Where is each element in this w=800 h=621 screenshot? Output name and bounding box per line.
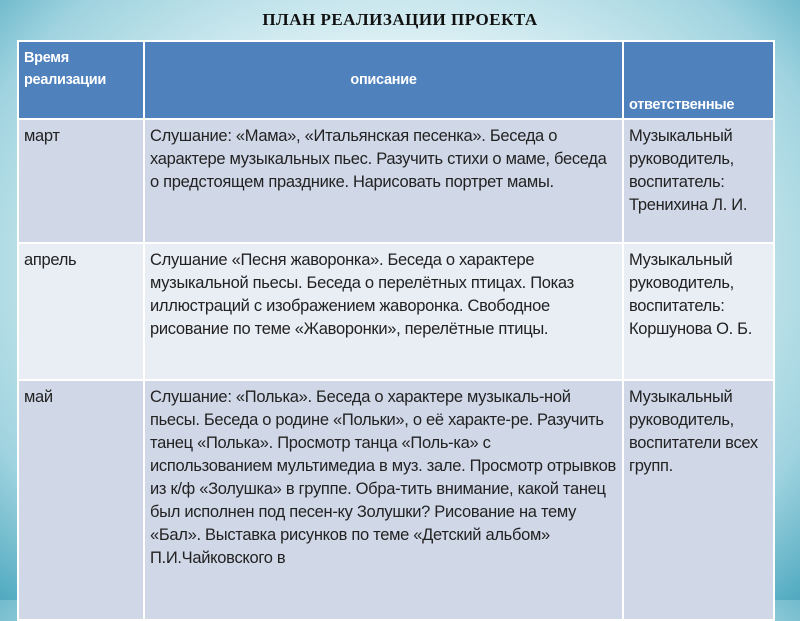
- header-row: [18, 41, 774, 119]
- cell-description: Слушание: «Полька». Беседа о характере музыкаль-ной пьесы. Беседа о родине «Польки», о её характе-ре. Разучить танец «Полька». Просмотр танца «Поль-ка» с использованием мультимедиа в муз. зале. Просмотр отрывков из к/ф «Золушка» в группе. Обра-тить внимание, какой танец был исполнен под песен-ку Золушки? Рисование на тему «Бал». Выставка рисунков по теме «Детский альбом» П.И.Чайковского в: [144, 380, 623, 620]
- cell-description: Слушание: «Мама», «Итальянская песенка». Беседа о характере музыкальных пьес. Разучить стихи о маме, беседа о предстоящем празднике. Нарисовать портрет мамы.: [144, 119, 623, 243]
- cell-responsible: Музыкальный руководитель, воспитатель: Коршунова О. Б.: [623, 243, 774, 380]
- table-row: [18, 380, 774, 620]
- header-responsible: ответственные: [623, 41, 774, 119]
- cell-responsible: Музыкальный руководитель, воспитатели всех групп.: [623, 380, 774, 620]
- cell-time: май: [18, 380, 144, 620]
- table-row: [18, 119, 774, 243]
- cell-description: Слушание «Песня жаворонка». Беседа о характере музыкальной пьесы. Беседа о перелётных птицах. Показ иллюстраций с изображением жаворонка. Свободное рисование по теме «Жаворонки», перелётные птицы.: [144, 243, 623, 380]
- header-description: описание: [144, 41, 623, 119]
- header-time: Время реализации: [18, 41, 144, 119]
- project-plan-table: [17, 40, 775, 621]
- cell-time: март: [18, 119, 144, 243]
- cell-time: апрель: [18, 243, 144, 380]
- table-row: [18, 243, 774, 380]
- slide-title: ПЛАН РЕАЛИЗАЦИИ ПРОЕКТА: [262, 10, 538, 29]
- cell-responsible: Музыкальный руководитель, воспитатель: Тренихина Л. И.: [623, 119, 774, 243]
